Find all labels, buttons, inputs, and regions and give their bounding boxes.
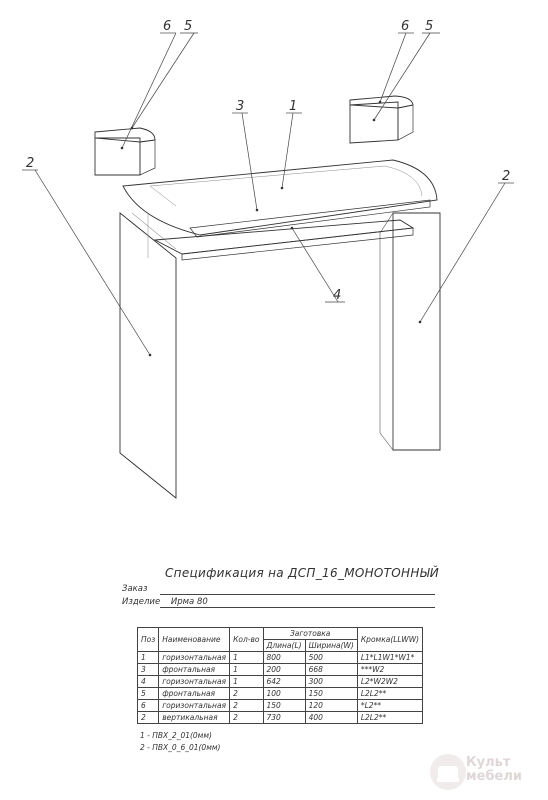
cell-name: фронтальная [159,664,230,676]
callout-right-2: 2 [502,169,511,184]
logo-line2: мебели [466,769,522,784]
table-row [138,676,423,688]
spec-table [137,627,423,724]
cell-pos: 6 [138,700,159,712]
cell-qty: 2 [230,712,263,724]
cell-qty: 2 [230,700,263,712]
callout-4: 4 [333,288,342,303]
callout-3: 3 [236,99,245,114]
cell-edge: L2L2** [357,712,422,724]
cell-name: горизонтальная [159,676,230,688]
callout-left-6: 6 [163,19,172,34]
cell-name: горизонтальная [159,700,230,712]
cell-width: 400 [305,712,357,724]
spec-title: Спецификация на ДСП_16_МОНОТОННЫЙ [165,566,440,580]
left-bracket-front [95,138,140,175]
cell-length: 100 [263,688,305,700]
item-value: Ирма 80 [170,597,208,607]
item-label: Изделие [122,597,161,607]
header-edge: Кромка(LLWW) [357,628,422,652]
right-bracket-front [350,102,398,143]
cell-edge: L2*W2W2 [357,676,422,688]
note-1: 1 - ПВХ_2_01(0мм) [140,731,212,740]
callout-left-2: 2 [26,156,35,171]
order-label: Заказ [122,584,148,594]
logo-line1: Культ [466,755,511,770]
item-label-row [122,597,208,607]
cell-width: 300 [305,676,357,688]
armchair-icon [428,752,468,792]
cell-width: 150 [305,688,357,700]
cell-width: 500 [305,652,357,664]
item-underline [160,607,435,608]
cell-length: 200 [263,664,305,676]
right-side-panel [393,213,440,450]
header-length: Длина(L) [263,640,305,652]
cell-length: 730 [263,712,305,724]
callout-right-5: 5 [425,19,434,34]
order-underline [160,594,435,595]
cell-length: 800 [263,652,305,664]
cell-name: фронтальная [159,688,230,700]
left-bracket-top [95,128,155,142]
header-qty: Кол-во [230,628,263,652]
cell-qty: 1 [230,676,263,688]
cell-name: вертикальная [159,712,230,724]
cell-pos: 1 [138,652,159,664]
table-row [138,652,423,664]
cell-width: 120 [305,700,357,712]
cell-pos: 2 [138,712,159,724]
header-name: Наименование [159,628,230,652]
header-pos: Поз [138,628,159,652]
cell-pos: 5 [138,688,159,700]
brand-logo [428,752,548,796]
table-row [138,664,423,676]
note-2: 2 - ПВХ_0_6_01(0мм) [140,743,221,752]
table-row [138,700,423,712]
table-row [138,688,423,700]
cell-width: 668 [305,664,357,676]
header-width: Ширина(W) [305,640,357,652]
callout-1: 1 [289,99,298,114]
cell-edge: *L2** [357,700,422,712]
cell-qty: 1 [230,664,263,676]
tabletop [123,160,437,235]
cell-qty: 2 [230,688,263,700]
cell-name: горизонтальная [159,652,230,664]
cell-length: 150 [263,700,305,712]
cell-pos: 3 [138,664,159,676]
cell-edge: L1*L1W1*W1* [357,652,422,664]
cell-pos: 4 [138,676,159,688]
callout-right-6: 6 [401,19,410,34]
table-row [138,712,423,724]
callout-left-5: 5 [184,19,193,34]
table-header-row [138,628,423,640]
cell-edge: L2L2** [357,688,422,700]
header-blank: Заготовка [263,628,357,640]
cell-qty: 1 [230,652,263,664]
cell-edge: ***W2 [357,664,422,676]
cell-length: 642 [263,676,305,688]
